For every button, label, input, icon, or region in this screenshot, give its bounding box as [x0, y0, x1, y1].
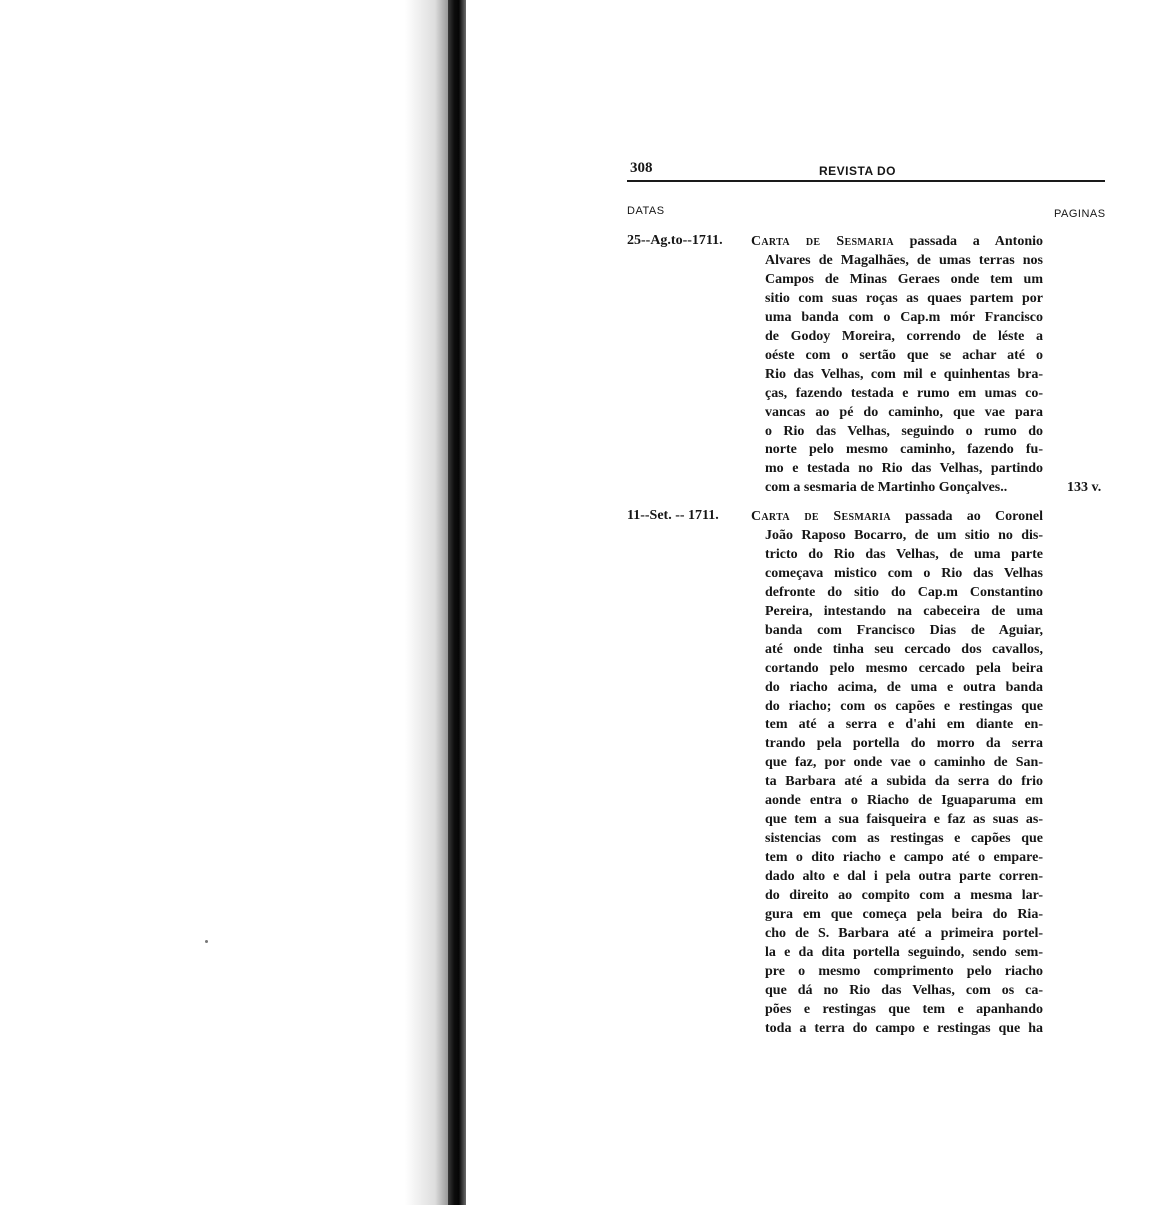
- header-rule: [627, 180, 1105, 182]
- text-line: Rio das Velhas, com mil e quinhentas bra-: [765, 366, 1043, 382]
- text-line: sitio com suas roças as quaes partem por: [765, 290, 1043, 306]
- entry-title: Carta de Sesmaria: [751, 509, 891, 524]
- text-line: que tem a sua faisqueira e faz as suas as-: [765, 812, 1043, 828]
- text-line: dado alto e dal i pela outra parte corren-: [765, 869, 1043, 885]
- text-line: toda a terra do campo e restingas que ha: [765, 1020, 1043, 1036]
- dates-column-heading: DATAS: [627, 205, 665, 217]
- text-line: ta Barbara até a subida da serra do frio: [765, 774, 1043, 790]
- text-line: defronte do sitio do Cap.m Constantino: [765, 584, 1043, 600]
- text-line: sistencias com as restingas e capões que: [765, 831, 1043, 847]
- text-line: do riacho acima, de uma e outra banda: [765, 679, 1043, 695]
- text-line: Pereira, intestando na cabeceira de uma: [765, 603, 1043, 619]
- pages-column-heading: PAGINAS: [1054, 208, 1106, 220]
- text-line: tem até a serra e d'ahi em diante en-: [765, 717, 1043, 733]
- text-line: banda com Francisco Dias de Aguiar,: [765, 622, 1043, 638]
- text-line: que dá no Rio das Velhas, com os ca-: [765, 982, 1043, 998]
- text-line: la e da dita portella seguindo, sendo sem-: [765, 944, 1043, 960]
- text-line: cho de S. Barbara até a primeira portel-: [765, 925, 1043, 941]
- text-line: mo e testada no Rio das Velhas, partindo: [765, 461, 1043, 477]
- text-line: com a sesmaria de Martinho Gonçalves..: [765, 480, 1008, 496]
- text-line: trando pela portella do morro da serra: [765, 736, 1043, 752]
- page-gutter-shadow: [405, 0, 448, 1205]
- text-line: aonde entra o Riacho de Iguaparuma em: [765, 793, 1043, 809]
- entry-date: 25--Ag.to--1711.: [627, 233, 723, 248]
- text-line: [751, 233, 1043, 252]
- page-number: 308: [630, 160, 653, 176]
- paper-speck: [205, 940, 208, 943]
- entry-text: [751, 233, 1043, 498]
- text-line: oéste com o sertão que se achar até o: [765, 347, 1043, 363]
- text-line: de Godoy Moreira, correndo de léste a: [765, 328, 1043, 344]
- text-line: o Rio das Velhas, seguindo o rumo do: [765, 423, 1043, 439]
- text-line: pões e restingas que tem e apanhando: [765, 1001, 1043, 1017]
- text-line: tem o dito riacho e campo até o empare-: [765, 850, 1043, 866]
- entry-date: 11--Set. -- 1711.: [627, 508, 719, 523]
- entry-page-ref: 133 v.: [1067, 480, 1102, 495]
- book-spine: [448, 0, 466, 1205]
- text-line: uma banda com o Cap.m mór Francisco: [765, 309, 1043, 325]
- entry-title: Carta de Sesmaria: [751, 234, 894, 249]
- text-line: gura em que começa pela beira do Ria-: [765, 907, 1043, 923]
- text-line: começava mistico com o Rio das Velhas: [765, 565, 1043, 581]
- text-line: norte pelo mesmo caminho, fazendo fu-: [765, 442, 1043, 458]
- text-line: até onde tinha seu cercado dos cavallos,: [765, 641, 1043, 657]
- text-line: do direito ao compito com a mesma lar-: [765, 888, 1043, 904]
- text-line-part: passada a Antonio: [893, 234, 1043, 249]
- text-line: Alvares de Magalhães, de umas terras nos: [765, 252, 1043, 268]
- text-line: Campos de Minas Geraes onde tem um: [765, 271, 1043, 287]
- text-line: João Raposo Bocarro, de um sitio no dis-: [765, 527, 1043, 543]
- text-line: [751, 508, 1043, 527]
- text-line: tricto do Rio das Velhas, de uma parte: [765, 546, 1043, 562]
- text-line: do riacho; com os capões e restingas que: [765, 698, 1043, 714]
- entry-text: [751, 508, 1043, 1039]
- text-line-part: passada ao Coronel: [890, 509, 1043, 524]
- text-line: cortando pelo mesmo cercado pela beira: [765, 660, 1043, 676]
- text-line: ças, fazendo testada e rumo em umas co-: [765, 385, 1043, 401]
- text-line: pre o mesmo comprimento pelo riacho: [765, 963, 1043, 979]
- running-title: REVISTA DO: [819, 164, 897, 178]
- text-line: vancas ao pé do caminho, que vae para: [765, 404, 1043, 420]
- text-line: que faz, por onde vae o caminho de San-: [765, 755, 1043, 771]
